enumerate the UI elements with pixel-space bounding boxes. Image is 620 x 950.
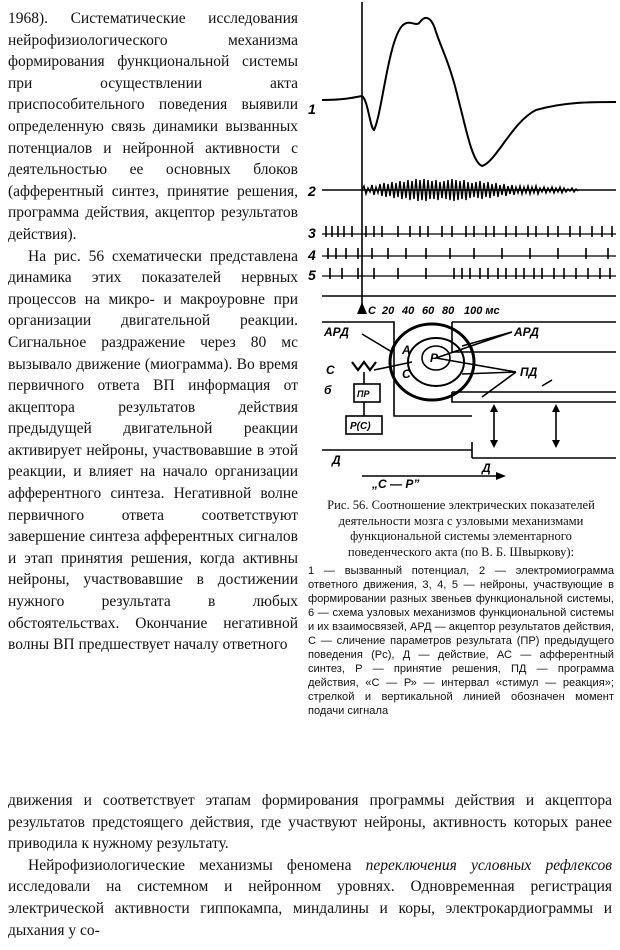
paragraph-3 [8, 855, 612, 941]
functional-system-scheme [322, 322, 616, 476]
label-d-left: Д [332, 453, 341, 467]
paragraph-1: 1968). Систематические исследования нейрофизиологического механизма формирования функциональной системы при осуществлении акта приспособительного поведения выявили определенную связь динамики вызванных потенциалов и нейронной активности с деятельностью ее основных блоков (афферентный синтез, принятие решения, программа действия, акцептор результатов действия). [8, 10, 298, 243]
scheme-frame-lower [452, 392, 616, 402]
left-column [8, 8, 298, 656]
label-c-left: С [326, 363, 335, 377]
figure-56 [302, 2, 616, 490]
arrowhead-4 [552, 440, 560, 448]
evoked-potential-trace [322, 18, 616, 166]
time-stimulus-label: С [368, 305, 376, 317]
label-ard-left: АРД [324, 325, 349, 339]
label-pd: ПД [520, 365, 538, 379]
comparator-zigzag [352, 362, 376, 370]
label-c-inner: С [402, 367, 411, 381]
trace-label-1: 1 [308, 101, 316, 117]
label-six: б [324, 383, 332, 397]
paragraph-3-rest: исследовали на системном и нейронном уровнях. Одновременная регистрация электрической активности гиппокампа, миндалины и коры, электрокардиограммы и дыхания у со- [8, 878, 612, 939]
paragraph-3-start: Нейрофизиологические механизмы феномена [28, 856, 366, 874]
label-r: Р [430, 351, 439, 365]
label-ard-right: АРД [514, 325, 539, 339]
paragraph-2: На рис. 56 схематически представлена динамика этих показателей нервных процессов на микро- и макроуровне при организации двигательной реакции. Сигнальное раздражение через 80 мс вызывало движение (миограмма). Во время первичного ответа ВП информация от акцептора результатов действия предыдущей двигательной реакции активирует нейроны, участвовавшие в этой реакции, и влияет на начало организации афферентного синтеза. Негативной волне первичного ответа соответствуют завершение синтеза афферентных сигналов и этап принятия решения, когда активны нейроны, участвовавшие в достижении нужного результата в любых обстоятельствах. Окончание негативной волны ВП предшествует началу ответного [8, 247, 298, 654]
label-interval: „С — Р” [372, 477, 420, 490]
time-tick-100: 100 мс [464, 305, 500, 317]
trace-label-3: 3 [308, 225, 316, 241]
label-a: А [402, 343, 411, 357]
arrowhead-1 [490, 404, 498, 412]
caption-legend: 1 — вызванный потенциал, 2 — электромиограмма ответного движения, 3, 4, 5 — нейроны, участвующие в формировании разных звеньев функциональной системы, 6 — схема узловых механизмов функциональной системы и их взаимосвязей, АРД — акцептор результатов действия, С — сличение параметров результата (ПР) предыдущего поведения (Рс), Д — действие, АС — афферентный синтез, Р — принятие решения, ПД — программа действия, «С — Р» — интервал «стимул — реакция»; стрелкой и вертикальной линией обозначен момент подачи сигнала [308, 565, 614, 718]
trace-label-4: 4 [308, 247, 316, 263]
label-pr: ПР [357, 389, 370, 399]
time-tick-80: 80 [442, 305, 455, 317]
stimulus-arrow [357, 302, 367, 314]
paragraph-3-term: переключения условных рефлексов [365, 856, 612, 874]
paragraph-2-end: движения и соответствует этапам формирования программы действия и акцептора результатов предстоящего действия, где участвуют нейроны, активность которых ранее приводила к нужному результату. [8, 792, 612, 853]
label-d-right: Д [482, 461, 491, 475]
figure-caption [308, 498, 614, 718]
full-width-text [8, 790, 612, 941]
arrowhead-3 [552, 404, 560, 412]
time-tick-40: 40 [402, 305, 415, 317]
caption-title: Рис. 56. Соотношение электрических показателей деятельности мозга с узловыми механизмами функциональной системы элементарного поведенческого акта (по В. Б. Швыркову): [327, 498, 595, 559]
label-pc: Р(С) [350, 421, 371, 432]
trace-label-2: 2 [308, 183, 316, 199]
trace-label-5: 5 [308, 267, 316, 283]
arrowhead-5 [496, 472, 506, 480]
time-tick-20: 20 [382, 305, 395, 317]
scheme-arrowheads [490, 404, 560, 480]
arrowhead-2 [490, 440, 498, 448]
time-tick-60: 60 [422, 305, 435, 317]
